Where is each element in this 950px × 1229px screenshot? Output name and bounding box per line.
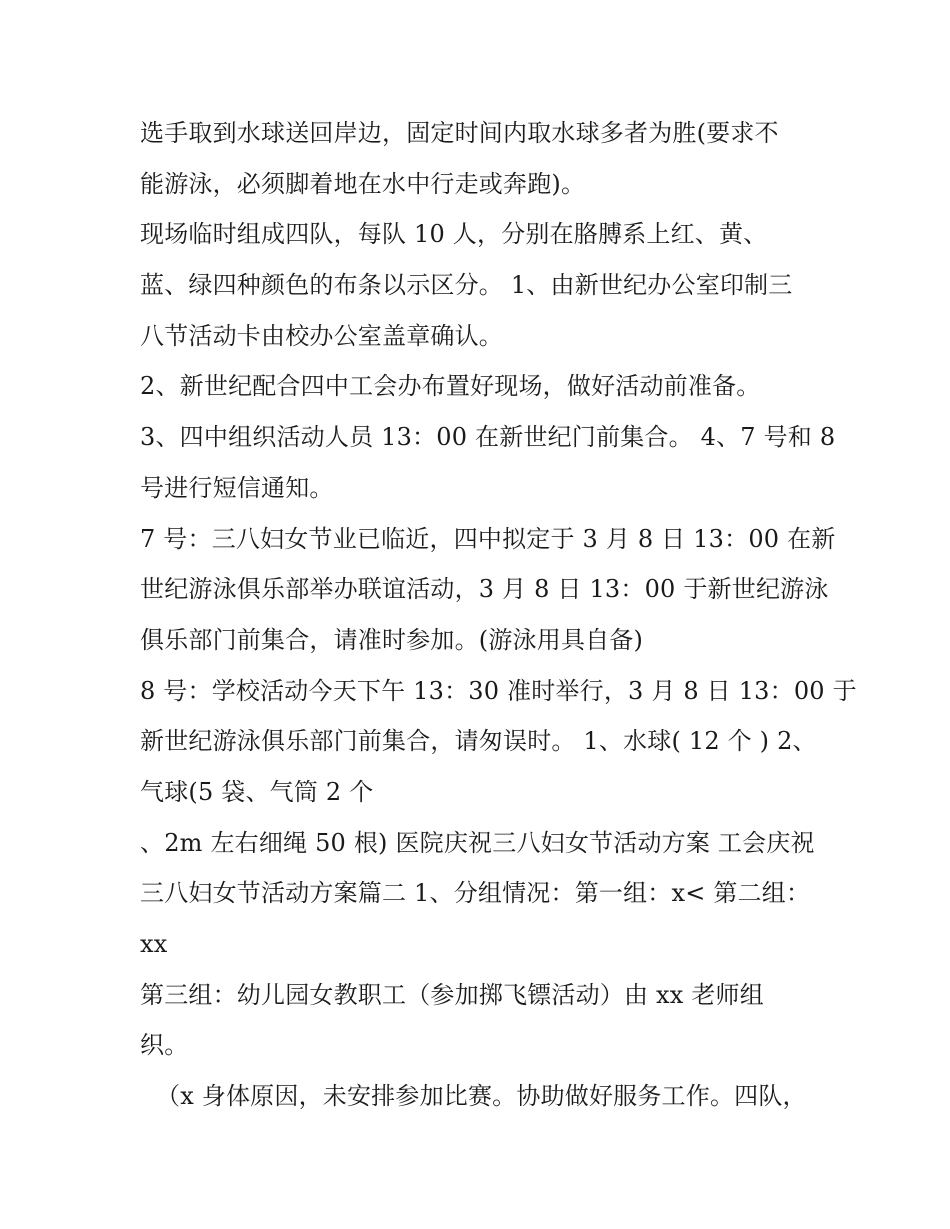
text-line: 选手取到水球送回岸边，固定时间内取水球多者为胜(要求不 [140, 119, 779, 147]
text-line: 世纪游泳俱乐部举办联谊活动，3 月 8 日 13：00 于新世纪游泳 [140, 575, 829, 604]
text-line: 织。 [140, 1031, 189, 1060]
text-line: 第三组：幼儿园女教职工（参加掷飞镖活动）由 xx 老师组 [140, 980, 764, 1009]
text-line: 新世纪游泳俱乐部门前集合，请匆误时。 1、水球( 12 个 ) 2、 [140, 727, 817, 756]
text-line: 8 号：学校活动今天下午 13：30 准时举行，3 月 8 日 13：00 于 [140, 676, 857, 705]
text-line: 、2m 左右细绳 50 根) 医院庆祝三八妇女节活动方案 工会庆祝 [140, 828, 815, 857]
document-body [140, 108, 857, 1122]
text-line: 号进行短信通知。 [140, 473, 334, 502]
text-line: 2、新世纪配合四中工会办布置好现场，做好活动前准备。 [140, 372, 761, 401]
text-line: 3、四中组织活动人员 13：00 在新世纪门前集合。 4、7 号和 8 [140, 423, 836, 452]
text-line: 八节活动卡由校办公室盖章确认。 [140, 321, 503, 350]
text-line: 俱乐部门前集合，请准时参加。(游泳用具自备) [140, 625, 644, 654]
text-line: xx [140, 930, 168, 958]
text-line: 现场临时组成四队，每队 10 人，分别在胳膊系上红、黄、 [140, 220, 768, 249]
text-line: 蓝、绿四种颜色的布条以示区分。 1、由新世纪办公室印制三 [140, 271, 793, 300]
text-line: 7 号：三八妇女节业已临近，四中拟定于 3 月 8 日 13：00 在新 [140, 524, 836, 553]
text-line: 气球(5 袋、气筒 2 个 [140, 777, 374, 806]
text-line: 三八妇女节活动方案篇二 1、分组情况：第一组：x< 第二组： [140, 879, 811, 908]
text-line: （x 身体原因，未安排参加比赛。协助做好服务工作。四队， [156, 1082, 807, 1111]
text-line: 能游泳，必须脚着地在水中行走或奔跑)。 [140, 169, 586, 198]
